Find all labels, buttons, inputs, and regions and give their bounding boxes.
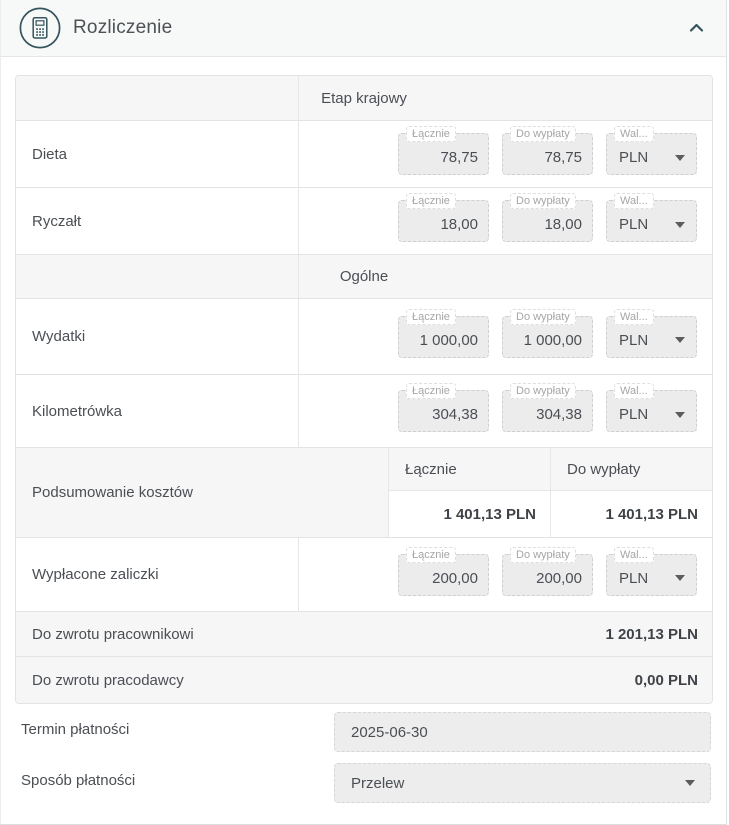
total-label: Do zwrotu pracodawcy xyxy=(32,671,184,689)
total-row-pracownikowi xyxy=(16,611,712,656)
payment-date-row xyxy=(15,712,711,752)
section-row-ogolne xyxy=(16,254,712,298)
settlement-table xyxy=(15,75,713,704)
total-field xyxy=(398,310,489,358)
field-label-total: Łącznie xyxy=(406,126,456,142)
payout-field xyxy=(502,310,593,358)
payment-date-input[interactable] xyxy=(335,713,695,751)
summary-row xyxy=(16,447,712,537)
field-label-currency: Wal... xyxy=(614,383,654,399)
panel-title: Rozliczenie xyxy=(73,17,173,38)
total-field xyxy=(398,548,489,596)
field-label-total: Łącznie xyxy=(406,309,456,325)
total-value: 1 201,13 PLN xyxy=(605,625,698,643)
section-label: Ogólne xyxy=(339,268,389,285)
summary-col-header: Do wypłaty xyxy=(551,448,712,491)
payment-date-label: Termin płatności xyxy=(21,721,130,738)
currency-value: PLN xyxy=(619,569,649,587)
row-label: Wydatki xyxy=(16,299,299,374)
panel-body xyxy=(1,57,726,803)
field-label-currency: Wal... xyxy=(614,547,654,563)
payout-field xyxy=(502,385,593,432)
total-label: Do zwrotu pracownikowi xyxy=(32,625,194,643)
row-label: Kilometrówka xyxy=(16,375,299,447)
chevron-down-icon xyxy=(675,412,685,418)
payout-field xyxy=(502,128,593,175)
table-row-dieta xyxy=(16,120,712,187)
currency-value: PLN xyxy=(619,149,649,166)
payment-method-row xyxy=(15,763,711,803)
table-row-ryczalt xyxy=(16,187,712,254)
payout-field xyxy=(502,195,593,242)
summary-col-payout xyxy=(550,448,712,537)
chevron-down-icon xyxy=(675,575,685,581)
summary-col-total xyxy=(389,448,550,537)
currency-value: PLN xyxy=(619,406,649,423)
field-label-total: Łącznie xyxy=(406,383,456,399)
chevron-down-icon xyxy=(675,337,685,343)
chevron-down-icon xyxy=(685,780,695,786)
table-row-kilometrowka xyxy=(16,374,712,447)
field-label-payout: Do wypłaty xyxy=(510,309,576,325)
currency-select[interactable] xyxy=(606,128,697,175)
field-label-total: Łącznie xyxy=(406,547,456,563)
payment-date-field xyxy=(334,712,711,752)
summary-total-value: 1 401,13 PLN xyxy=(389,491,550,537)
currency-value: PLN xyxy=(619,331,649,349)
section-label: Etap krajowy xyxy=(321,89,407,107)
field-label-currency: Wal... xyxy=(614,126,654,142)
currency-select[interactable] xyxy=(606,195,697,242)
section-empty-cell xyxy=(16,76,299,120)
field-label-total: Łącznie xyxy=(406,193,456,209)
field-label-currency: Wal... xyxy=(614,193,654,209)
field-label-payout: Do wypłaty xyxy=(510,126,576,142)
currency-value: PLN xyxy=(619,216,649,233)
field-label-currency: Wal... xyxy=(614,309,654,325)
row-label: Dieta xyxy=(16,121,299,187)
total-value: 0,00 PLN xyxy=(634,671,698,689)
row-label: Ryczałt xyxy=(16,188,299,254)
summary-payout-value: 1 401,13 PLN xyxy=(551,491,712,537)
summary-label: Podsumowanie kosztów xyxy=(16,448,389,537)
payment-method-label: Sposób płatności xyxy=(21,772,136,789)
calculator-icon xyxy=(19,7,61,49)
total-field xyxy=(398,195,489,242)
table-row-wyplacone-zaliczki xyxy=(16,537,712,611)
payment-method-select[interactable] xyxy=(334,763,711,803)
section-row-etap-krajowy xyxy=(16,76,712,120)
payment-method-value: Przelew xyxy=(351,774,405,792)
currency-select[interactable] xyxy=(606,310,697,358)
currency-select[interactable] xyxy=(606,385,697,432)
panel-header[interactable] xyxy=(1,0,726,57)
table-row-wydatki xyxy=(16,298,712,374)
total-row-pracodawcy xyxy=(16,656,712,703)
chevron-down-icon xyxy=(675,155,685,161)
currency-select[interactable] xyxy=(606,548,697,596)
field-label-payout: Do wypłaty xyxy=(510,547,576,563)
summary-col-header: Łącznie xyxy=(389,448,550,491)
section-empty-cell xyxy=(16,255,299,298)
total-field xyxy=(398,128,489,175)
row-label: Wypłacone zaliczki xyxy=(16,538,299,611)
field-label-payout: Do wypłaty xyxy=(510,193,576,209)
payout-field xyxy=(502,548,593,596)
chevron-down-icon xyxy=(675,222,685,228)
field-label-payout: Do wypłaty xyxy=(510,383,576,399)
chevron-up-icon[interactable] xyxy=(689,23,704,33)
total-field xyxy=(398,385,489,432)
